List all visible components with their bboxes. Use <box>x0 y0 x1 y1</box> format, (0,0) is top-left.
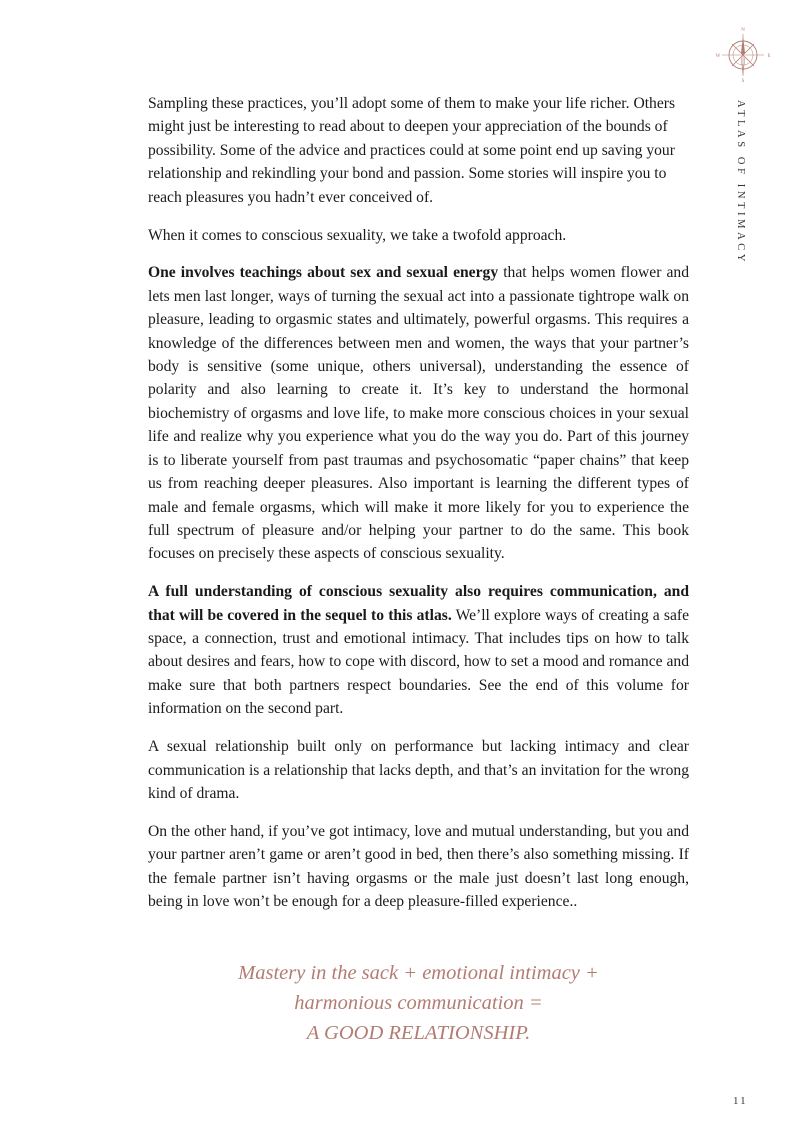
paragraph-4-lead: A full understanding of conscious sexuality also requires communication, and that will be covered in the sequel to this atlas. <box>148 583 689 624</box>
paragraph-3 <box>148 261 689 565</box>
paragraph-3-text: that helps women flower and lets men last longer, ways of turning the sexual act into a passionate tightrope walk on pleasure, leading to orgasmic states and ultimately, powerful orgasms. This requires a knowledge of the differences between men and women, the ways that your partner’s body is sensitive (some unique, others universal), understanding the essence of polarity and also learning to create it. It’s key to understand the hormonal biochemistry of orgasms and love life, to make more conscious choices in your sexual life and realize why you experience what you do the way you do. Part of this journey is to liberate yourself from past traumas and psychosomatic “paper chains” that keep us from reaching deeper pleasures. Also important is learning the different types of male and female orgasms, which will make it more likely for you to experience the full spectrum of pleasure and/or helping your partner to do the same. This book focuses on precisely these aspects of conscious sexuality. <box>148 264 689 563</box>
compass-s-label: S <box>741 79 745 84</box>
running-title: ATLAS OF INTIMACY <box>735 100 746 266</box>
pull-quote <box>148 958 689 1048</box>
paragraph-6-text: On the other hand, if you’ve got intimacy, love and mutual understanding, but you and your partner aren’t game or aren’t good in bed, then there’s also something missing. If the female partner isn’t having orgasms or the male just doesn’t last long enough, being in love won’t be enough for a deep pleasure-filled experience.. <box>148 822 689 911</box>
paragraph-6 <box>148 820 689 914</box>
paragraph-2-text: When it comes to conscious sexuality, we take a twofold approach. <box>148 226 567 244</box>
pull-quote-line-3: A GOOD RELATIONSHIP. <box>306 1022 531 1044</box>
paragraph-5 <box>148 735 689 805</box>
pull-quote-line-1: Mastery in the sack + emotional intimacy + <box>238 962 599 984</box>
paragraph-4-text: We’ll explore ways of creating a safe space, a connection, trust and emotional intimacy. That includes tips on how to talk about desires and fears, how to cope with discord, how to set a mood and romance and make sure that both partners respect boundaries. See the end of this volume for information on the second part. <box>148 606 690 718</box>
paragraph-5-text: A sexual relationship built only on performance but lacking intimacy and clear communication is a relationship that lacks depth, and that’s an invitation for the wrong kind of drama. <box>148 738 689 802</box>
paragraph-3-lead: One involves teachings about sex and sexual energy <box>148 264 499 282</box>
pull-quote-line-2: harmonious communication = <box>294 992 543 1014</box>
paragraph-4 <box>148 580 689 720</box>
compass-e-label: E <box>767 54 771 59</box>
paragraph-2 <box>148 224 689 247</box>
compass-n-label: N <box>741 28 745 33</box>
page-number: 11 <box>733 1095 748 1107</box>
body-text <box>148 92 689 928</box>
paragraph-1 <box>148 92 689 209</box>
paragraph-1-text: Sampling these practices, you’ll adopt some of them to make your life richer. Others might just be interesting to read about to deepen your appreciation of the bounds of possibility. Some of the advice and practices could at some point end up saving your relationship and rekindling your bond and passion. Some stories will inspire you to reach pleasures you hadn’t ever conceived of. <box>148 95 676 206</box>
compass-w-label: W <box>715 54 721 59</box>
compass-rose-icon <box>715 24 771 84</box>
